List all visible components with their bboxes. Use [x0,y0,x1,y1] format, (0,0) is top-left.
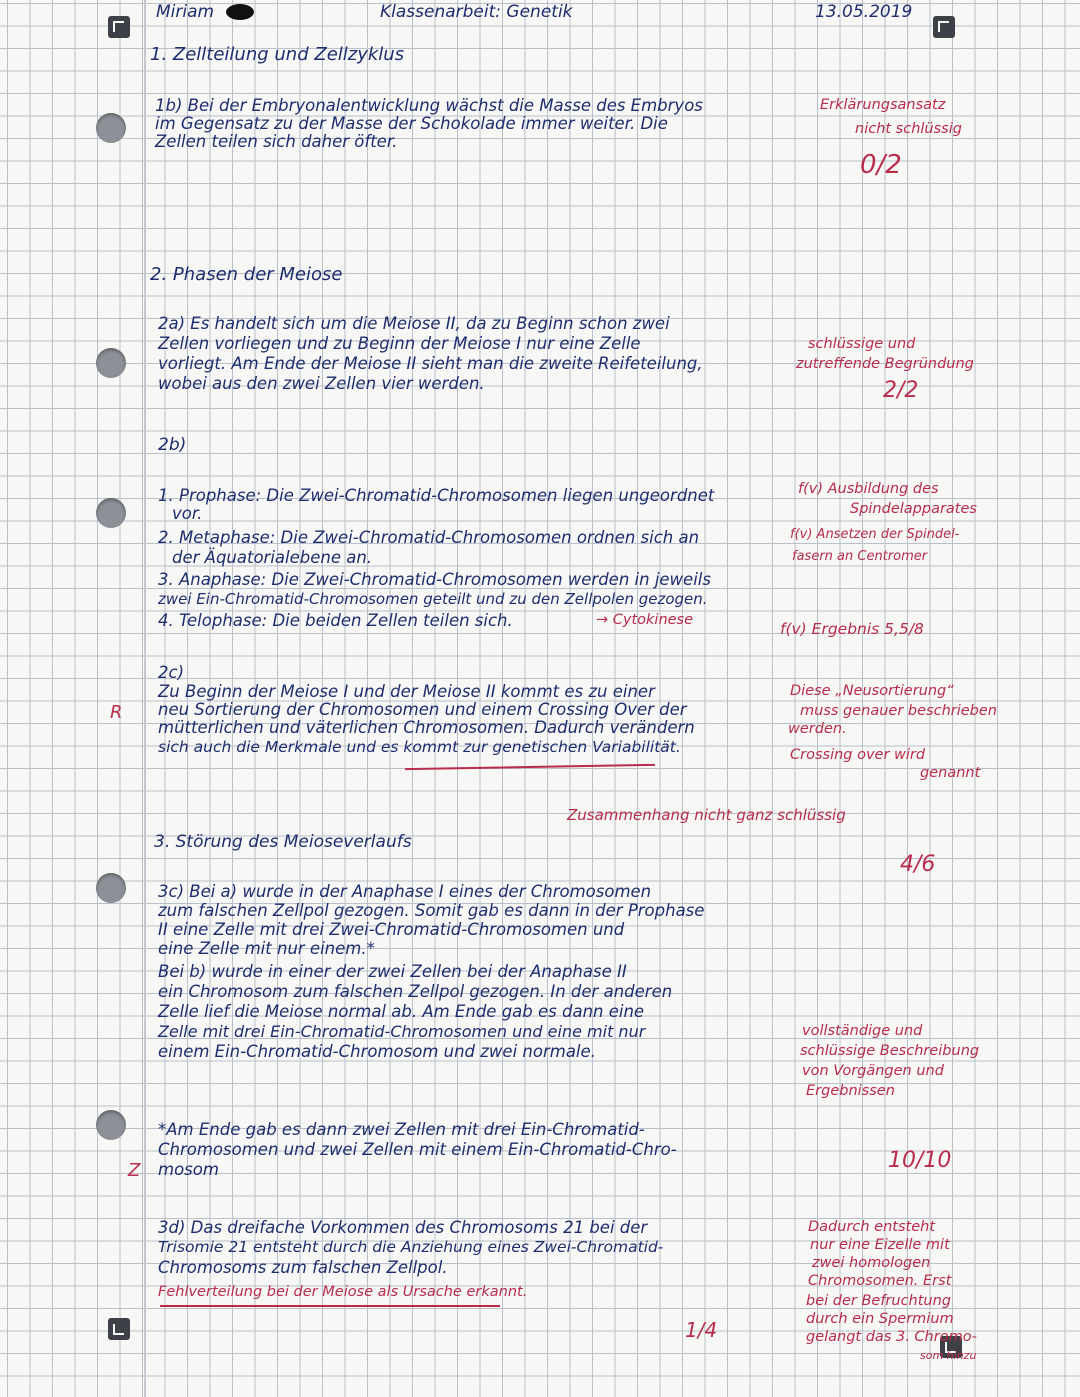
teacher-comment: bei der Befruchtung [806,1293,952,1309]
answer-line: 2a) Es handelt sich um die Meiose II, da zu Beginn schon zwei [158,314,670,333]
corner-marker-icon [933,16,955,38]
score: 10/10 [888,1148,952,1173]
teacher-comment: vollständige und [802,1023,923,1039]
answer-line: 3d) Das dreifache Vorkommen des Chromosoms 21 bei der [158,1218,648,1237]
answer-line: vorliegt. Am Ende der Meiose II sieht man die zweite Reifeteilung, [158,354,703,373]
teacher-comment: fasern an Centromer [792,549,928,564]
teacher-comment: Ergebnissen [806,1083,895,1099]
margin-mark: Z [128,1160,141,1181]
answer-line: vor. [172,504,203,523]
score: 4/6 [900,852,936,877]
answer-line: der Äquatorialebene an. [172,548,373,567]
answer-line: einem Ein-Chromatid-Chromosom und zwei normale. [158,1042,596,1061]
teacher-comment: zwei homologen [812,1255,931,1271]
punch-hole [96,348,126,378]
teacher-comment: f(v) Ergebnis 5,5/8 [780,620,924,638]
punch-hole [96,873,126,903]
redaction-blot [226,4,254,20]
answer-line: 3c) Bei a) wurde in der Anaphase I eines der Chromosomen [158,882,652,901]
footnote-line: mosom [158,1160,219,1179]
teacher-comment: gelangt das 3. Chromo- [806,1329,977,1345]
answer-line: 4. Telophase: Die beiden Zellen teilen sich. [158,611,513,630]
teacher-comment: Fehlverteilung bei der Meiose als Ursache erkannt. [158,1284,528,1300]
answer-line: wobei aus den zwei Zellen vier werden. [158,374,485,393]
margin-mark: R [110,702,123,723]
answer-line: sich auch die Merkmale und es kommt zur genetischen Variabilität. [158,738,681,756]
margin-line [144,0,146,1397]
correction-underline [405,764,655,770]
footnote-line: *Am Ende gab es dann zwei Zellen mit drei Ein-Chromatid- [158,1120,645,1139]
punch-hole [96,113,126,143]
answer-line: neu Sortierung der Chromosomen und einem Crossing Over der [158,700,687,719]
answer-line: 1b) Bei der Embryonalentwicklung wächst die Masse des Embryos [155,96,703,115]
score: 1/4 [685,1318,718,1342]
teacher-comment: f(v) Ansetzen der Spindel- [790,527,960,542]
teacher-comment: nur eine Eizelle mit [810,1237,950,1253]
teacher-comment: Diese „Neusortierung“ [790,683,954,699]
answer-line: Bei b) wurde in einer der zwei Zellen bei der Anaphase II [158,962,627,981]
answer-line: zwei Ein-Chromatid-Chromosomen geteilt und zu den Zellpolen gezogen. [158,590,708,608]
question-label: 2c) [158,663,185,682]
answer-line: eine Zelle mit nur einem.* [158,939,375,958]
teacher-comment: Dadurch entsteht [808,1219,936,1235]
section-heading: 2. Phasen der Meiose [150,264,343,285]
teacher-comment: Erklärungsansatz [820,97,946,113]
teacher-comment: f(v) Ausbildung des [798,481,939,497]
teacher-comment: Spindelapparates [850,501,977,517]
footnote-line: Chromosomen und zwei Zellen mit einem Ein-Chromatid-Chro- [158,1140,677,1159]
punch-hole [96,498,126,528]
answer-line: Zellen teilen sich daher öfter. [155,132,398,151]
score: 0/2 [860,150,902,180]
answer-line: 2. Metaphase: Die Zwei-Chromatid-Chromosomen ordnen sich an [158,528,700,547]
teacher-comment: genannt [920,765,981,781]
teacher-comment: durch ein Spermium [806,1311,954,1327]
teacher-comment: → Cytokinese [596,612,694,628]
teacher-comment: nicht schlüssig [855,121,962,137]
teacher-comment: muss genauer beschrieben [800,703,997,719]
corner-marker-icon [108,16,130,38]
answer-line: mütterlichen und väterlichen Chromosomen. Dadurch verändern [158,718,695,737]
question-label: 2b) [158,435,187,455]
section-heading: 3. Störung des Meioseverlaufs [154,832,412,852]
teacher-comment: zutreffende Begründung [796,356,974,372]
punch-hole [96,1110,126,1140]
answer-line: 3. Anaphase: Die Zwei-Chromatid-Chromosomen werden in jeweils [158,570,711,589]
exam-date: 13.05.2019 [815,2,913,22]
answer-line: 1. Prophase: Die Zwei-Chromatid-Chromosomen liegen ungeordnet [158,486,715,505]
teacher-comment: som hinzu [920,1349,977,1362]
page-title: Klassenarbeit: Genetik [380,2,573,22]
section-heading: 1. Zellteilung und Zellzyklus [150,44,405,65]
teacher-comment: schlüssige Beschreibung [800,1043,980,1059]
teacher-comment: Zusammenhang nicht ganz schlüssig [567,806,846,824]
answer-line: zum falschen Zellpol gezogen. Somit gab es dann in der Prophase [158,901,705,920]
answer-line: Chromosoms zum falschen Zellpol. [158,1258,448,1277]
answer-line: Zellen vorliegen und zu Beginn der Meiose I nur eine Zelle [158,334,641,353]
corner-marker-icon [108,1318,130,1340]
answer-line: Zu Beginn der Meiose I und der Meiose II kommt es zu einer [158,682,655,701]
teacher-comment: schlüssige und [808,336,916,352]
answer-line: ein Chromosom zum falschen Zellpol gezogen. In der anderen [158,982,673,1001]
score: 2/2 [883,378,919,403]
answer-line: II eine Zelle mit drei Zwei-Chromatid-Chromosomen und [158,920,625,939]
teacher-comment: von Vorgängen und [802,1063,944,1079]
student-name: Miriam [156,2,215,22]
answer-line: im Gegensatz zu der Masse der Schokolade immer weiter. Die [155,114,668,133]
teacher-comment: Chromosomen. Erst [808,1273,952,1289]
correction-underline [160,1305,500,1307]
answer-line: Zelle lief die Meiose normal ab. Am Ende gab es dann eine [158,1002,645,1021]
teacher-comment: Crossing over wird [790,747,926,763]
answer-line: Trisomie 21 entsteht durch die Anziehung eines Zwei-Chromatid- [158,1238,664,1256]
teacher-comment: werden. [788,721,847,737]
answer-line: Zelle mit drei Ein-Chromatid-Chromosomen und eine mit nur [158,1022,646,1041]
